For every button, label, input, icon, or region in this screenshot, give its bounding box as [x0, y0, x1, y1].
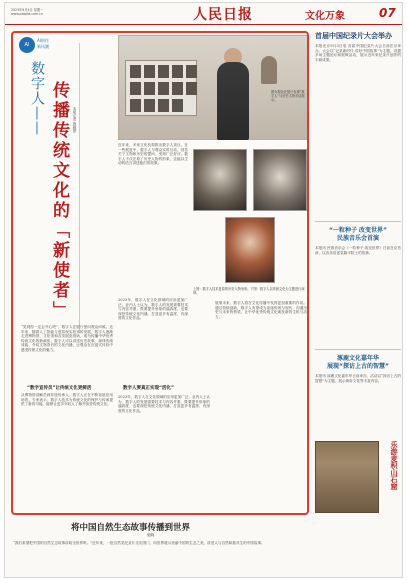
portrait-performer	[225, 217, 275, 283]
bottom-article[interactable]	[11, 519, 309, 577]
feature-article[interactable]	[11, 31, 309, 515]
news-heading-2: “一粒种子 改变世界” 民族音乐会首演	[329, 227, 387, 242]
news-text-3: 本报讯 涿鹿文化嘉年华日前举办，活动以“探访上古的智慧”为主题，展示黄帝文化等丰富内容。	[315, 374, 401, 383]
bottom-text: “我们希望把中国的自然生态故事讲给全世界听。”近年来，一批自然类纪录片走出国门，向世界展示美丽中国的生态之美，讲述人与自然和谐共生的中国故事。	[13, 541, 265, 545]
page-number: 07	[379, 6, 396, 20]
badge-text: AI创作 新风潮	[37, 38, 49, 49]
newspaper-page	[4, 2, 403, 578]
right-column	[315, 29, 401, 515]
section-title: 文化万象	[305, 11, 345, 22]
body-column-1: 近年来，多家文化机构推出数字人项目。在一些展览中，数字人与观众实时互动，回答关于文物和历史的提问，受到广泛好评。数字人不仅还原了历史人物的形象，还能以生动的语言讲述他们的故事。	[118, 143, 188, 166]
bust-sculpture	[261, 56, 277, 84]
body-mid: 从博物馆讲解员到非遗传承人，数字人正在不断拓展应用场景。专家表示，数字人技术为传统文化的保护与传承提供了新的可能，能够让更多年轻人了解并喜爱传统文化。	[21, 393, 113, 407]
body-column-2: 2023年，数字人在文化领域的应用更加广泛。业内人士认为，数字人的发展需要技术与内容并重，既要提升形象的逼真度，也要深挖传统文化内涵，打造更多有温度、有深度的文化作品。	[118, 298, 188, 321]
news-heading-1: 首届中国纪录片大会举办	[315, 32, 392, 40]
kicker: 数字人——	[29, 61, 45, 136]
news-item-1[interactable]	[315, 31, 401, 224]
body-column-4: 展望未来，数字人将在文化传播中发挥更加重要的作用。通过持续创新，数字人有望成为连接传统与现代、沟通历史与未来的桥梁，让中华优秀传统文化焕发新的生机与活力。	[215, 301, 307, 319]
grottoes-photo	[315, 441, 379, 513]
news-text-2: 本报讯 民族音乐会《一粒种子 改变世界》日前在京首演，以音乐讲述袁隆平院士的故事。	[315, 246, 401, 255]
subhead-1: “数字宣传员”让传统文化更鲜活	[27, 386, 92, 391]
portrait-left	[193, 149, 247, 211]
photo1-caption: 图为观众在展厅参观“数字人”与历史人物对话展示。	[271, 90, 305, 103]
news-heading-3: 涿鹿文化嘉年华 展现“探访上古的智慧”	[327, 355, 389, 370]
bottom-byline: 施晓	[147, 533, 155, 537]
news-item-3[interactable]	[315, 355, 401, 434]
ai-badge-icon: AI	[19, 37, 35, 53]
masthead	[5, 3, 403, 25]
portrait-right	[253, 149, 307, 211]
web-line: www.people.com.cn	[11, 12, 43, 16]
news-text-1: 本报北京9月3日电 首届中国纪录片大会日前在京举办。大会以“记录新时代 讲好中国故事”为主题，设置多场主题论坛和展映活动，展示近年来纪录片创作的丰硕成果。	[315, 44, 401, 62]
newspaper-logo: 人民日报	[193, 7, 253, 23]
divider	[315, 349, 401, 350]
portraits-caption: 上图：数字人技术复原的历史人物形象。下图：数字人以传统文化为主题进行演绎。	[193, 287, 305, 296]
body-left: “见到你一定会开心吧”，数字人在展厅里向观众问候。近年来，随着人工智能与虚拟现实技术的发展，数字人逐渐走进博物馆、文化馆和各类展览现场，成为传播中华优秀传统文化的新载体。数字人可以讲述历史故事、演绎传统戏曲、介绍文物背后的文化内涵，让观众在沉浸式体验中感受传统文化的魅力。	[21, 325, 113, 352]
body-column-3: 2023年，数字人在文化领域的应用更加广泛。业内人士认为，数字人的发展需要技术与内容并重，既要提升形象的逼真度，也要深挖传统文化内涵，打造更多有温度、有深度的文化作品。	[118, 395, 210, 413]
headline: 传播传统文化的「新使者」	[49, 81, 69, 321]
masthead-date	[11, 8, 101, 16]
visitor-figure	[217, 62, 249, 140]
divider	[79, 43, 80, 333]
divider	[315, 221, 401, 222]
news-item-2[interactable]	[315, 227, 401, 356]
portrait-board	[125, 60, 197, 116]
subhead-2: 数字人要真正实现“活化”	[123, 386, 174, 391]
byline: 本报记者 施晓慧	[73, 107, 77, 133]
exhibition-photo	[118, 35, 309, 140]
bottom-headline: 将中国自然生态故事传播到世界	[71, 523, 191, 533]
grottoes-caption: 乐游麦积山石窟	[390, 441, 398, 490]
date-line: 2023年9月4日 星期一	[11, 8, 44, 12]
